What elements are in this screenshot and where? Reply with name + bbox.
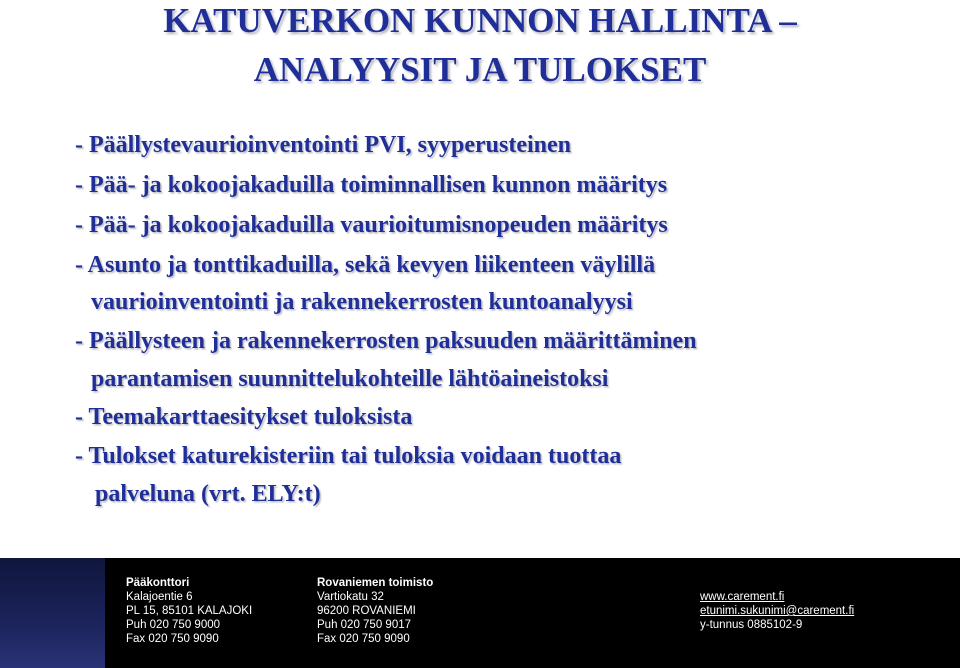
slide-title-line-1: KATUVERKON KUNNON HALLINTA – <box>163 1 797 40</box>
footer-contact <box>700 590 854 632</box>
website-link[interactable]: www.carement.fi <box>700 591 785 603</box>
head-office-street: Kalajoentie 6 <box>126 591 193 603</box>
footer-head-office <box>126 576 252 646</box>
bullet-functional-condition: - Pää- ja kokoojakaduilla toiminnallisen kunnon määritys <box>75 172 668 198</box>
rovaniemi-office-street: Vartiokatu 32 <box>317 591 384 603</box>
bullet-thickness-determination-cont: parantamisen suunnittelukohteille lähtöaineistoksi <box>91 366 609 392</box>
bullet-theme-maps: - Teemakarttaesitykset tuloksista <box>75 404 413 430</box>
rovaniemi-office-phone: Puh 020 750 9017 <box>317 619 412 631</box>
bullet-street-register: - Tulokset katurekisteriin tai tuloksia voidaan tuottaa <box>75 443 622 469</box>
bullet-street-register-cont: palveluna (vrt. ELY:t) <box>95 481 321 507</box>
head-office-heading: Pääkonttori <box>126 577 190 589</box>
bullet-deterioration-rate: - Pää- ja kokoojakaduilla vaurioitumisnopeuden määritys <box>75 212 668 238</box>
bullet-pvi: - Päällystevaurioinventointi PVI, syyperusteinen <box>75 132 571 158</box>
rovaniemi-office-fax: Fax 020 750 9090 <box>317 633 410 645</box>
footer-rovaniemi-office <box>317 576 433 646</box>
bullet-residential-streets-cont: vaurioinventointi ja rakennekerrosten kuntoanalyysi <box>91 289 633 315</box>
rovaniemi-office-heading: Rovaniemen toimisto <box>317 577 434 589</box>
rovaniemi-office-postal: 96200 ROVANIEMI <box>317 605 416 617</box>
slide-title-line-2: ANALYYSIT JA TULOKSET <box>253 50 707 89</box>
head-office-fax: Fax 020 750 9090 <box>126 633 219 645</box>
email-link[interactable]: etunimi.sukunimi@carement.fi <box>700 605 855 617</box>
head-office-phone: Puh 020 750 9000 <box>126 619 221 631</box>
head-office-postal: PL 15, 85101 KALAJOKI <box>126 605 253 617</box>
bullet-thickness-determination: - Päällysteen ja rakennekerrosten paksuuden määrittäminen <box>75 328 697 354</box>
footer-accent-strip <box>0 558 105 668</box>
footer <box>0 558 960 668</box>
bullet-residential-streets: - Asunto ja tonttikaduilla, sekä kevyen liikenteen väylillä <box>75 252 656 278</box>
business-id: y-tunnus 0885102-9 <box>700 619 803 631</box>
